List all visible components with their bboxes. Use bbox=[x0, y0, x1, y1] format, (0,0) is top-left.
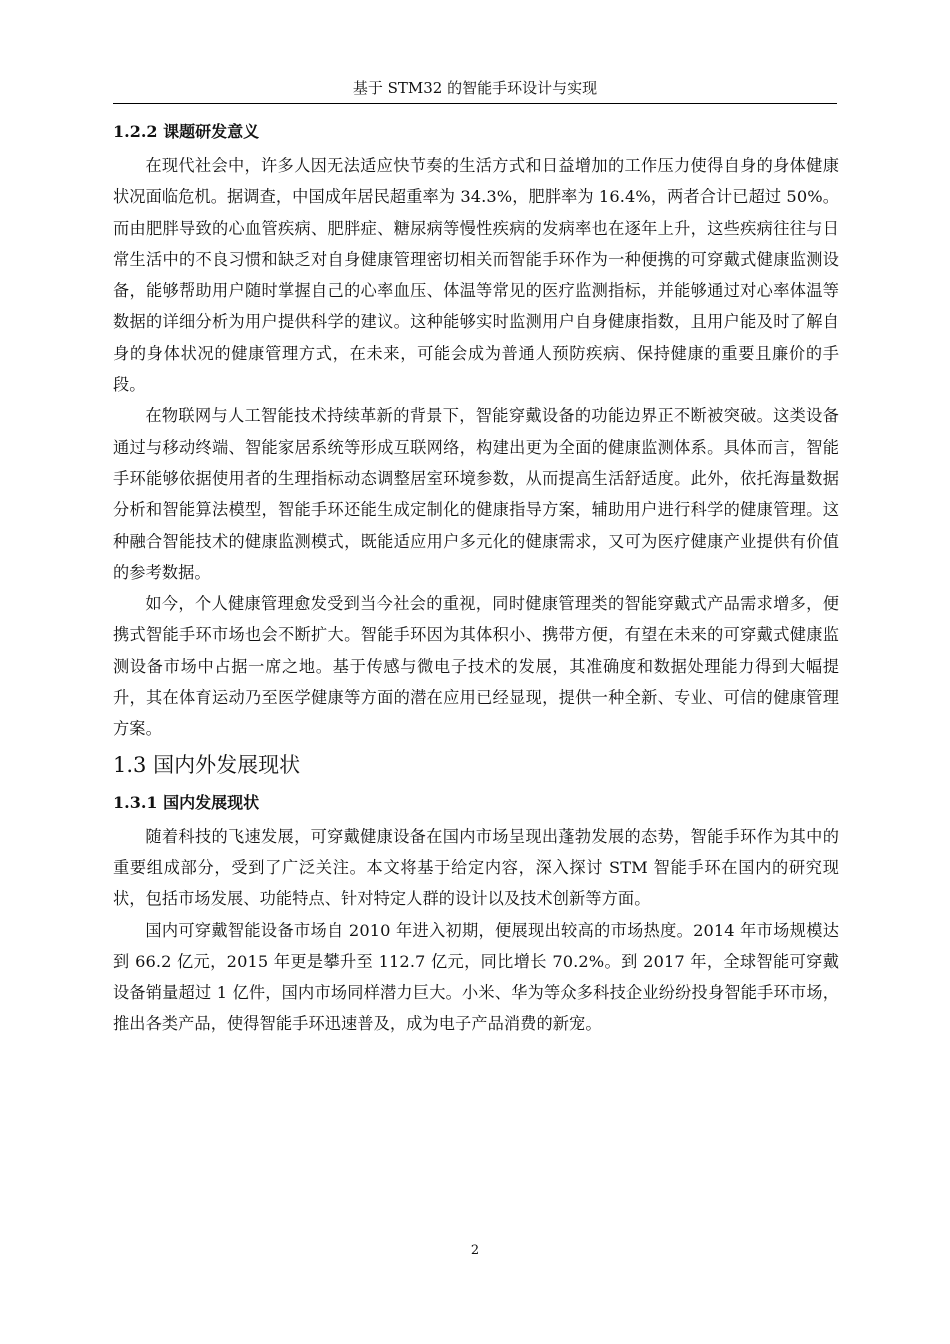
paragraph: 在现代社会中，许多人因无法适应快节奏的生活方式和日益增加的工作压力使得自身的身体健康状况面临危机。据调查，中国成年居民超重率为 34.3%，肥胖率为 16.4%，两者合计已超过 50%。而由肥胖导致的心血管疾病、肥胖症、糖尿病等慢性疾病的发病率也在逐年上升，这些疾病往往与日常生活中的不良习惯和缺乏对自身健康管理密切相关而智能手环作为一种便携的可穿戴式健康监测设备，能够帮助用户随时掌握自己的心率血压、体温等常见的医疗监测指标，并能够通过对心率体温等数据的详细分析为用户提供科学的建议。这种能够实时监测用户自身健康指数，且用户能及时了解自身的身体状况的健康管理方式，在未来，可能会成为普通人预防疾病、保持健康的重要且廉价的手段。 bbox=[113, 156, 839, 395]
header-rule bbox=[113, 103, 837, 104]
section-heading-1-3: 1.3 国内外发展现状 bbox=[113, 752, 301, 777]
section-heading-1-3-1: 1.3.1 国内发展现状 bbox=[113, 792, 260, 812]
page-body bbox=[113, 114, 839, 1040]
running-header: 基于 STM32 的智能手环设计与实现 bbox=[352, 79, 598, 97]
paragraph: 国内可穿戴智能设备市场自 2010 年进入初期，便展现出较高的市场热度。2014 年市场规模达到 66.2 亿元，2015 年更是攀升至 112.7 亿元，同比增长 70.2%。到 2017 年，全球智能可穿戴设备销量超过 1 亿件，国内市场同样潜力巨大。小米、华为等众多科技企业纷纷投身智能手环市场，推出各类产品，使得智能手环迅速普及，成为电子产品消费的新宠。 bbox=[113, 920, 839, 1034]
paragraph: 如今，个人健康管理愈发受到当今社会的重视，同时健康管理类的智能穿戴式产品需求增多，便携式智能手环市场也会不断扩大。智能手环因为其体积小、携带方便，有望在未来的可穿戴式健康监测设备市场中占据一席之地。基于传感与微电子技术的发展，其准确度和数据处理能力得到大幅提升，其在体育运动乃至医学健康等方面的潜在应用已经显现，提供一种全新、专业、可信的健康管理方案。 bbox=[113, 594, 839, 739]
section-heading-1-2-2: 1.2.2 课题研发意义 bbox=[113, 122, 260, 141]
page-number: 2 bbox=[470, 1243, 480, 1258]
paragraph: 随着科技的飞速发展，可穿戴健康设备在国内市场呈现出蓬勃发展的态势，智能手环作为其中的重要组成部分，受到了广泛关注。本文将基于给定内容，深入探讨 STM 智能手环在国内的研究现状，包括市场发展、功能特点、针对特定人群的设计以及技术创新等方面。 bbox=[113, 826, 839, 909]
paragraph: 在物联网与人工智能技术持续革新的背景下，智能穿戴设备的功能边界正不断被突破。这类设备通过与移动终端、智能家居系统等形成互联网络，构建出更为全面的健康监测体系。具体而言，智能手环能够依据使用者的生理指标动态调整居室环境参数，从而提高生活舒适度。此外，依托海量数据分析和智能算法模型，智能手环还能生成定制化的健康指导方案，辅助用户进行科学的健康管理。这种融合智能技术的健康监测模式，既能适应用户多元化的健康需求，又可为医疗健康产业提供有价值的参考数据。 bbox=[113, 406, 839, 582]
